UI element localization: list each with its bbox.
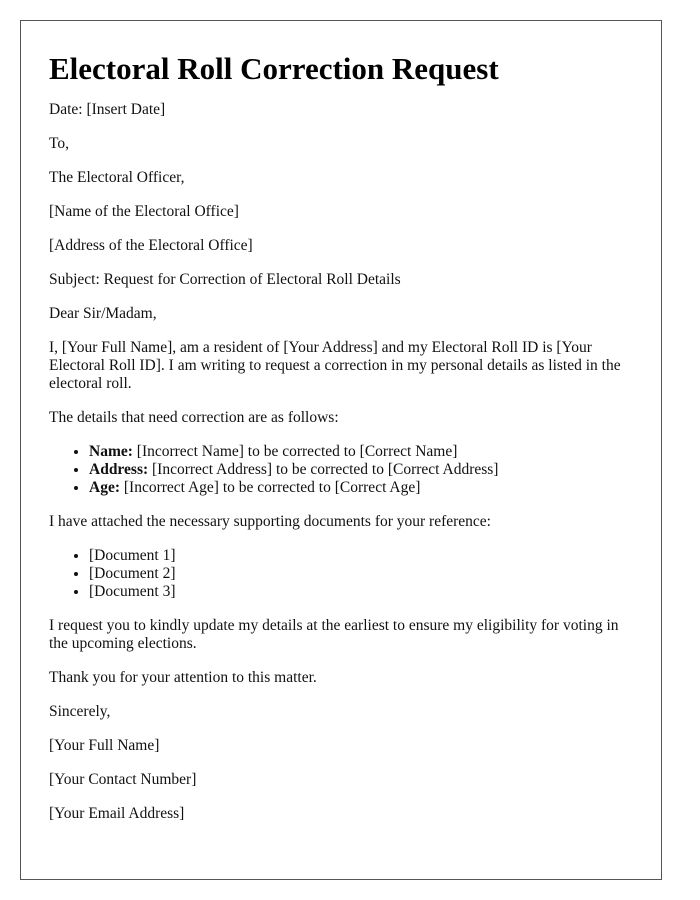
recipient-title: The Electoral Officer,: [49, 169, 185, 186]
recipient-office-address: [Address of the Electoral Office]: [49, 237, 253, 254]
correction-text: [Incorrect Address] to be corrected to [Correct Address]: [148, 461, 499, 478]
correction-label: Name:: [89, 443, 133, 460]
date-line: Date: [Insert Date]: [49, 101, 166, 118]
letter-container: [20, 20, 662, 880]
signature-name: [Your Full Name]: [49, 737, 160, 754]
correction-text: [Incorrect Age] to be corrected to [Correct Age]: [120, 479, 421, 496]
correction-label: Address:: [89, 461, 149, 478]
corrections-list: [49, 443, 633, 497]
correction-item-name: [89, 443, 633, 461]
correction-text: [Incorrect Name] to be corrected to [Correct Name]: [132, 443, 458, 460]
intro-paragraph: I, [Your Full Name], am a resident of [Your Address] and my Electoral Roll ID is [Your Electoral Roll ID]. I am writing to request a correction in my personal details as listed in the electoral roll.: [49, 339, 621, 392]
details-intro: The details that need correction are as follows:: [49, 409, 339, 426]
request-paragraph: I request you to kindly update my details at the earliest to ensure my eligibility for voting in the upcoming elections.: [49, 617, 619, 652]
signature-email: [Your Email Address]: [49, 805, 185, 822]
documents-list: [49, 547, 633, 601]
document-item: • [Document 2]: [89, 565, 633, 583]
closing-line: Sincerely,: [49, 703, 111, 720]
correction-item-address: [89, 461, 633, 479]
recipient-office-name: [Name of the Electoral Office]: [49, 203, 239, 220]
documents-intro: I have attached the necessary supporting documents for your reference:: [49, 513, 491, 530]
document-item: • [Document 3]: [89, 583, 633, 601]
correction-item-age: [89, 479, 633, 497]
salutation: Dear Sir/Madam,: [49, 305, 157, 322]
thanks-line: Thank you for your attention to this matter.: [49, 669, 317, 686]
letter-title: Electoral Roll Correction Request: [49, 51, 499, 86]
correction-label: Age:: [89, 479, 120, 496]
signature-contact: [Your Contact Number]: [49, 771, 197, 788]
to-line: To,: [49, 135, 70, 152]
subject-line: Subject: Request for Correction of Electoral Roll Details: [49, 271, 401, 288]
document-item: • [Document 1]: [89, 547, 633, 565]
